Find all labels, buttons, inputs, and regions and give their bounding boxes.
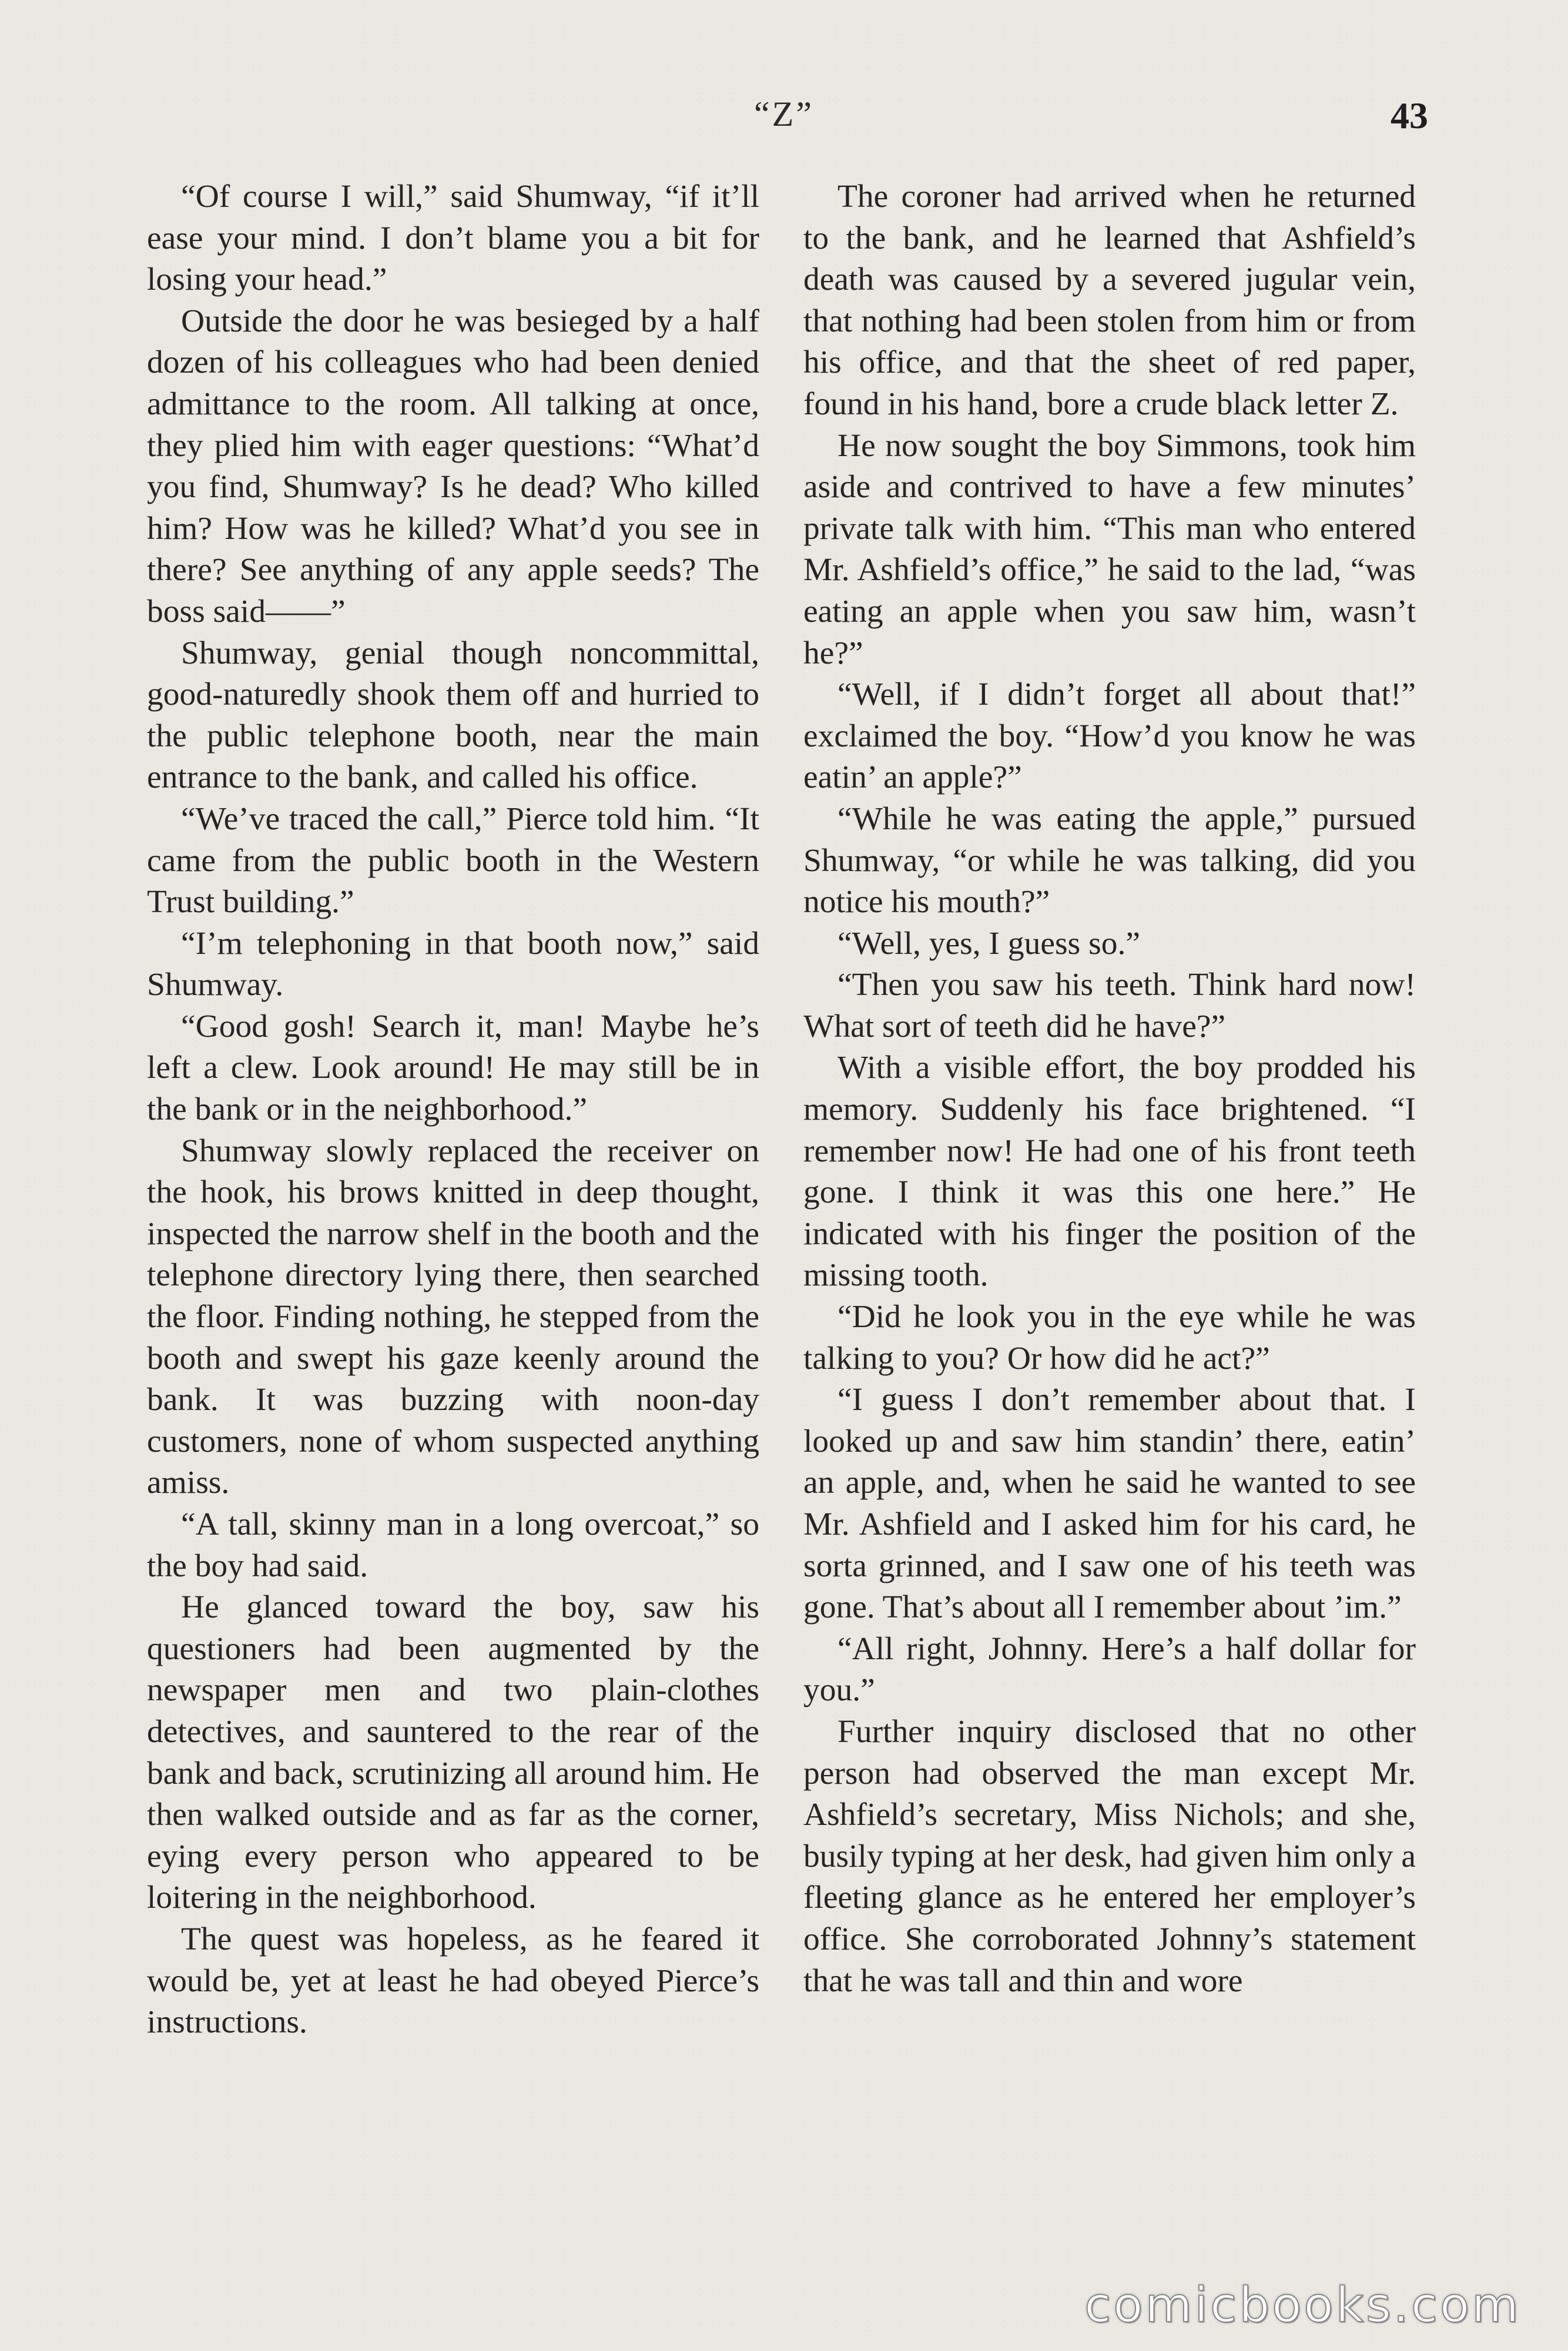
paragraph: “Then you saw his teeth. Think hard now! What sort of teeth did he have?” [803, 967, 1416, 1044]
paragraph: “A tall, skinny man in a long overcoat,” so the boy had said. [147, 1506, 759, 1584]
paragraph: “Well, if I didn’t forget all about that!” exclaimed the boy. “How’d you know he was eatin’ an apple?” [803, 677, 1416, 796]
paragraph: “Good gosh! Search it, man! Maybe he’s left a clew. Look around! He may still be in the bank or in the neighborhood.” [147, 1008, 759, 1128]
paragraph: With a visible effort, the boy prodded his memory. Suddenly his face brightened. “I remember now! He had one of his front teeth gone. I think it was this one here.” He indicated with his finger the position of the missing tooth. [803, 1050, 1416, 1294]
paragraph: The coroner had arrived when he returned to the bank, and he learned that Ashfield’s death was caused by a severed jugular vein, that nothing had been stolen from him or from his office, and that the sheet of red paper, found in his hand, bore a crude black letter Z. [803, 179, 1416, 422]
paragraph: Shumway slowly replaced the receiver on the hook, his brows knitted in deep thought, inspected the narrow shelf in the booth and the telephone directory lying there, then searched the floor. Finding nothing, he stepped from the booth and swept his gaze keenly around the bank. It was buzzing with noon-day customers, none of whom suspected anything amiss. [147, 1133, 759, 1501]
running-title: “Z” [754, 95, 814, 133]
paragraph: “Well, yes, I guess so.” [837, 925, 1140, 962]
paragraph: The quest was hopeless, as he feared it would be, yet at least he had obeyed Pierce’s instructions. [147, 1921, 759, 2041]
page-number: 43 [1391, 95, 1428, 136]
paragraph: He now sought the boy Simmons, took him aside and contrived to have a few minutes’ private talk with him. “This man who entered Mr. Ashfield’s office,” he said to the lad, “was eating an apple when you saw him, wasn’t he?” [803, 427, 1416, 671]
paragraph: Shumway, genial though noncommittal, good-naturedly shook them off and hurried to the public telephone booth, near the main entrance to the bank, and called his office. [147, 635, 759, 796]
paragraph: “We’ve traced the call,” Pierce told him. “It came from the public booth in the Western Trust building.” [147, 801, 759, 920]
paragraph: “I guess I don’t remember about that. I looked up and saw him standin’ there, eatin’ an apple, and, when he said he wanted to see Mr. Ashfield and I asked him for his card, he sorta grinned, and I saw one of his teeth was gone. That’s about all I remember about ’im.” [803, 1382, 1416, 1626]
paragraph: “Of course I will,” said Shumway, “if it’ll ease your mind. I don’t blame you a bit for losing your head.” [147, 179, 759, 298]
paragraph: Outside the door he was besieged by a half dozen of his colleagues who had been denied admittance to the room. All talking at once, they plied him with eager questions: “What’d you find, Shumway? Is he dead? Who killed him? How was he killed? What’d you see in there? See anything of any apple seeds? The boss said——” [147, 303, 759, 629]
paragraph: “I’m telephoning in that booth now,” said Shumway. [147, 925, 759, 1003]
paragraph: He glanced toward the boy, saw his questioners had been augmented by the newspaper men and two plain-clothes detectives, and sauntered to the rear of the bank and back, scrutinizing all around him. He then walked outside and as far as the corner, eying every person who appeared to be loitering in the neighborhood. [147, 1589, 759, 1916]
paragraph: “All right, Johnny. Here’s a half dollar for you.” [803, 1630, 1416, 1709]
left-column [147, 176, 759, 2044]
watermark-logo: comicbooks.com [1084, 2278, 1521, 2333]
paragraph: “Did he look you in the eye while he was talking to you? Or how did he act?” [803, 1299, 1416, 1377]
paragraph: Further inquiry disclosed that no other person had observed the man except Mr. Ashfield’s secretary, Miss Nichols; and she, busily typing at her desk, had given him only a fleeting glance as he entered her employer’s office. She corroborated Johnny’s statement that he was tall and thin and wore [803, 1713, 1416, 1999]
paragraph: “While he was eating the apple,” pursued Shumway, “or while he was talking, did you notice his mouth?” [803, 801, 1416, 920]
right-column [803, 176, 1416, 2002]
